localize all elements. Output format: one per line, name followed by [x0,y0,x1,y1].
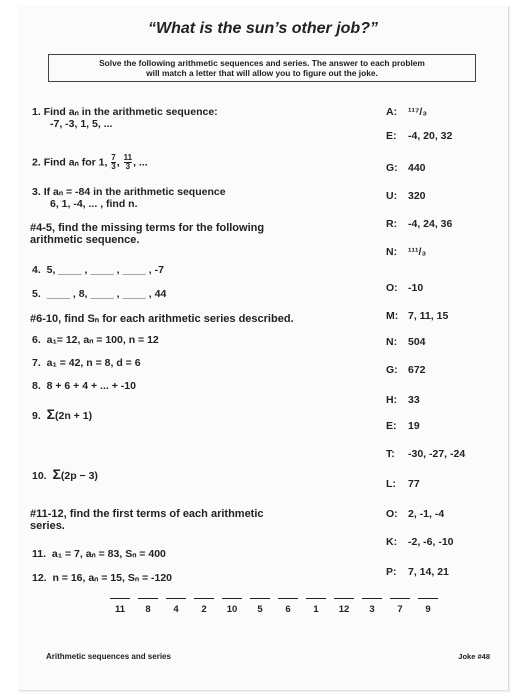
answer-item: T: -30, -27, -24 [386,448,466,460]
question-5: 5. ____ , 8, ____ , ____ , 44 [32,288,167,300]
answer-item: E: -4, 20, 32 [386,130,453,142]
question-7: 7. a₁ = 42, n = 8, d = 6 [32,357,141,369]
worksheet [18,6,509,691]
instructions-box [48,54,476,82]
blank-line[interactable] [390,598,410,599]
answer-item: N: ¹¹¹/₃ [386,246,427,258]
question-2: 2. Find aₙ for 1, $\frac{7}{3}$ , $\frac{11}{3}$ , ... [32,153,148,171]
blank-line[interactable] [306,598,326,599]
question-text: Find aₙ for 1, [43,156,108,169]
sigma-icon: Σ [52,466,61,482]
blank-line[interactable] [110,598,130,599]
section-heading-6-10: #6-10, find Sₙ for each arithmetic series described. [30,313,294,325]
blank-line[interactable] [166,598,186,599]
blank-line[interactable] [222,598,242,599]
question-10: 10. Σ(2p − 3) [32,466,98,482]
answer-item: E: 19 [386,420,420,432]
question-3 [32,186,226,210]
blank-line[interactable] [250,598,270,599]
answer-item: P: 7, 14, 21 [386,566,449,578]
answer-item: L: 77 [386,478,420,490]
answer-item: N: 504 [386,336,426,348]
joke-number: Joke #48 [458,652,490,661]
question-text: Find aₙ in the arithmetic sequence: [43,106,218,118]
blank-number: 12 [338,604,350,615]
blank-number: 11 [114,604,126,615]
blank-line[interactable] [278,598,298,599]
blank-number: 1 [313,604,319,615]
question-6: 6. a₁= 12, aₙ = 100, n = 12 [32,334,159,346]
question-4: 4. 5, ____ , ____ , ____ , -7 [32,264,164,276]
question-1 [32,106,218,130]
answer-item: M: 7, 11, 15 [386,310,449,322]
question-number: 3. [32,186,41,198]
answer-item: R: -4, 24, 36 [386,218,453,230]
question-9: 9. Σ(2n + 1) [32,406,93,422]
answer-item: A: ¹¹⁷/₃ [386,106,428,118]
blank-line[interactable] [418,598,438,599]
instructions-line-1: Solve the following arithmetic sequences and series. The answer to each problem [99,58,425,68]
blank-line[interactable] [138,598,158,599]
question-11: 11. a₁ = 7, aₙ = 83, Sₙ = 400 [32,548,166,560]
question-text: If aₙ = -84 in the arithmetic sequence [43,186,226,198]
answer-item: G: 440 [386,162,426,174]
section-heading-11-12: #11-12, find the first terms of each arithmetic series. [30,508,264,532]
blank-number: 8 [145,604,151,615]
blank-number: 7 [397,604,403,615]
blank-line[interactable] [362,598,382,599]
question-number: 2. [32,156,41,169]
instructions-line-2: will match a letter that will allow you to figure out the joke. [146,68,378,78]
question-number: 1. [32,106,41,118]
footer-label: Arithmetic sequences and series [46,652,171,661]
worksheet-title: “What is the sun’s other job?” [148,20,378,37]
blank-number: 3 [369,604,375,615]
question-line-2: 6, 1, -4, ... , find n. [50,198,138,210]
question-12: 12. n = 16, aₙ = 15, Sₙ = -120 [32,572,173,584]
question-line-2: -7, -3, 1, 5, ... [50,118,113,130]
answer-item: O: -10 [386,282,424,294]
question-8: 8. 8 + 6 + 4 + ... + -10 [32,380,136,392]
fraction-7-3: $\frac{7}{3}$ [111,153,116,171]
blank-number: 2 [201,604,207,615]
blank-number: 5 [257,604,263,615]
fraction-11-3: $\frac{11}{3}$ [123,153,133,171]
blank-number: 4 [173,604,179,615]
answer-item: G: 672 [386,364,426,376]
blank-line[interactable] [334,598,354,599]
section-heading-4-5: #4-5, find the missing terms for the following arithmetic sequence. [30,222,265,246]
blank-number: 9 [425,604,431,615]
sigma-icon: Σ [46,406,56,422]
blank-number: 6 [285,604,291,615]
answer-item: U: 320 [386,190,426,202]
blank-number: 10 [226,604,238,615]
answer-item: H: 33 [386,394,420,406]
blank-line[interactable] [194,598,214,599]
answer-item: K: -2, -6, -10 [386,536,454,548]
answer-item: O: 2, -1, -4 [386,508,445,520]
